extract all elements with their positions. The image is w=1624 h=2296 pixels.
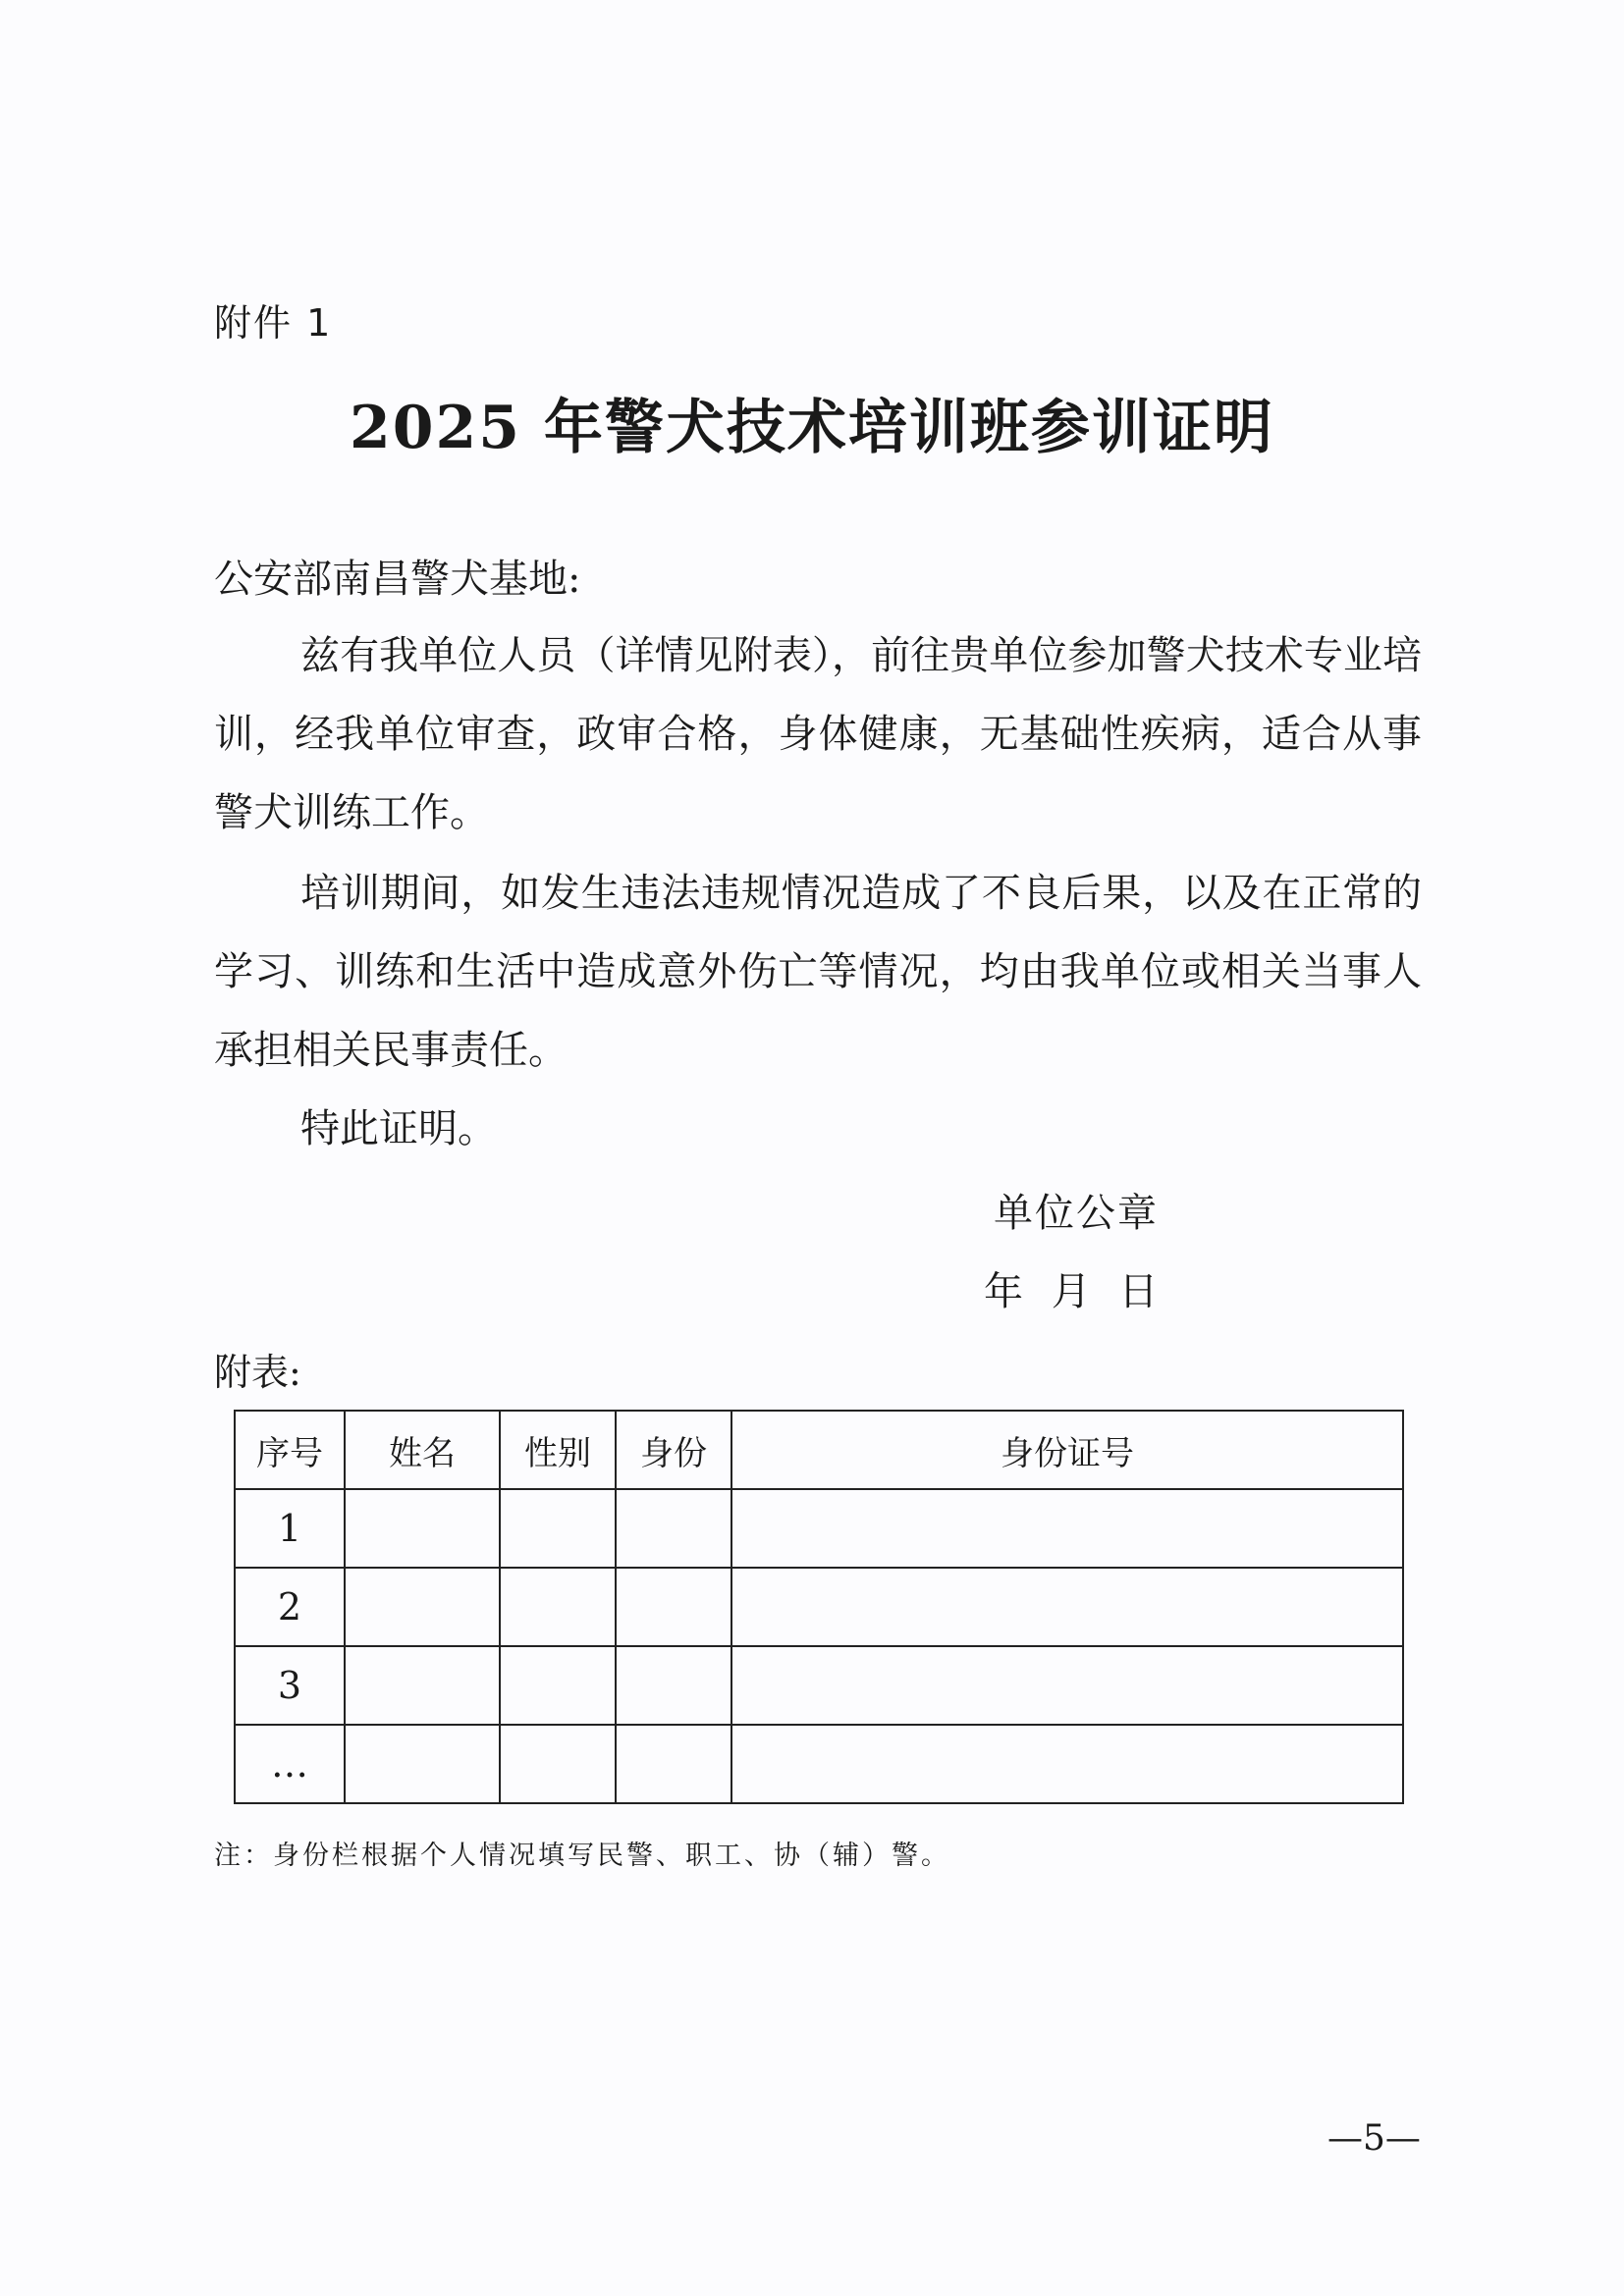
cell-identity [616,1568,731,1646]
cell-name [345,1725,500,1803]
salutation: 公安部南昌警犬基地: [214,557,581,602]
cell-id-number [731,1725,1403,1803]
page-number: —5— [1327,2118,1421,2159]
attachment-label: 附件 1 [214,301,333,345]
cell-gender [500,1646,616,1725]
body-paragraph-1: 兹有我单位人员（详情见附表），前往贵单位参加警犬技术专业培训，经我单位审查，政审合格，身体健康，无基础性疾病，适合从事警犬训练工作。 [214,633,1422,835]
header-serial-number: 序号 [235,1411,345,1489]
cell-gender [500,1489,616,1568]
signature-seal-label: 单位公章 [994,1191,1159,1236]
cell-identity [616,1725,731,1803]
body-paragraph-2: 培训期间，如发生违法违规情况造成了不良后果，以及在正常的学习、训练和生活中造成意外伤亡等情况，均由我单位或相关当事人承担相关民事责任。 [214,871,1422,1073]
table-note: 注：身份栏根据个人情况填写民警、职工、协（辅）警。 [214,1841,950,1871]
body-paragraph-closing: 特此证明。 [300,1106,497,1151]
cell-name [345,1568,500,1646]
table-row [235,1489,1403,1568]
header-gender: 性别 [500,1411,616,1489]
cell-serial-number: 3 [235,1646,345,1725]
header-identity: 身份 [616,1411,731,1489]
cell-name [345,1646,500,1725]
table-header-row [235,1411,1403,1489]
signature-date: 年 月 日 [984,1269,1159,1314]
header-id-number: 身份证号 [731,1411,1403,1489]
cell-identity [616,1489,731,1568]
table-row [235,1646,1403,1725]
cell-serial-number: … [235,1725,345,1803]
cell-id-number [731,1646,1403,1725]
table-row [235,1725,1403,1803]
cell-name [345,1489,500,1568]
header-name: 姓名 [345,1411,500,1489]
cell-gender [500,1568,616,1646]
cell-serial-number: 2 [235,1568,345,1646]
roster-table [234,1410,1404,1804]
document-title: 2025 年警犬技术培训班参训证明 [350,394,1274,462]
cell-id-number [731,1489,1403,1568]
cell-serial-number: 1 [235,1489,345,1568]
cell-gender [500,1725,616,1803]
table-row [235,1568,1403,1646]
cell-identity [616,1646,731,1725]
schedule-label: 附表: [214,1351,301,1394]
cell-id-number [731,1568,1403,1646]
